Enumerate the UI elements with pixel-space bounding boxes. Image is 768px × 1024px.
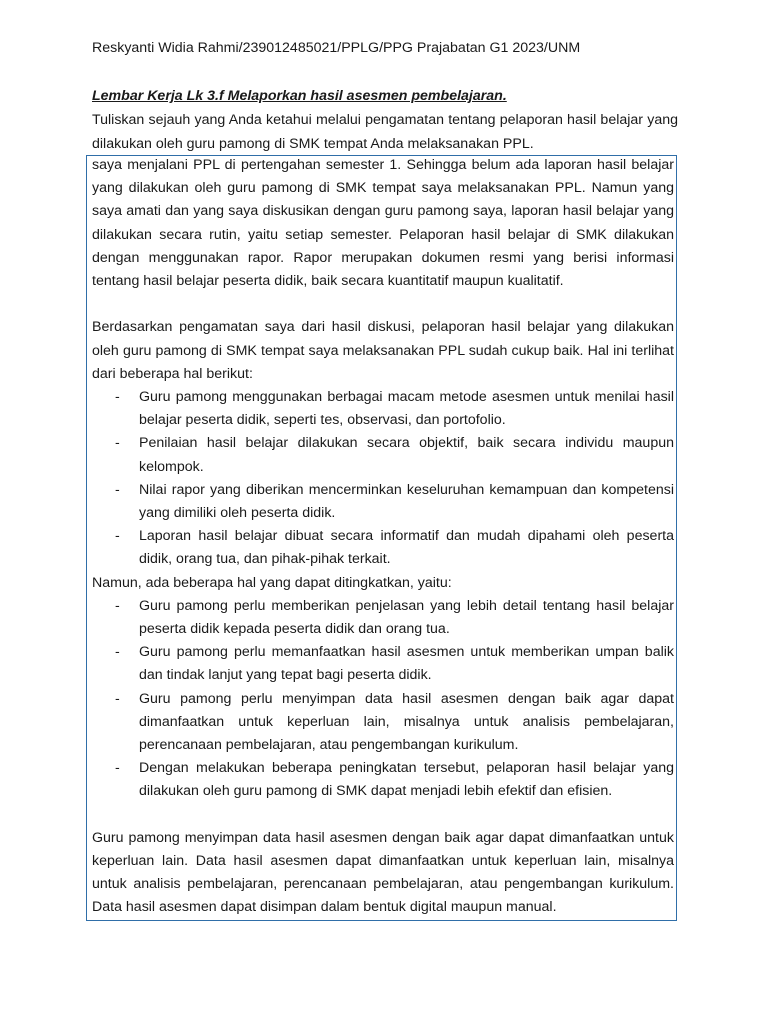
- dash-bullet: -: [115, 481, 120, 498]
- dash-bullet: -: [115, 644, 120, 661]
- list-item-text: Guru pamong perlu memberikan penjelasan yang lebih detail tentang hasil belajar peserta didik kepada peserta didik dan orang tua.: [139, 597, 674, 638]
- answer-content: [92, 154, 674, 920]
- answer-paragraph-2: Berdasarkan pengamatan saya dari hasil diskusi, pelaporan hasil belajar yang dilakukan oleh guru pamong di SMK tempat saya melaksanakan PPL sudah cukup baik. Hal ini terlihat dari beberapa hal berikut:: [92, 319, 674, 382]
- paragraph-spacer: [92, 293, 674, 316]
- dash-bullet: -: [115, 389, 120, 406]
- dash-bullet: -: [115, 760, 120, 777]
- list-item-text: Dengan melakukan beberapa peningkatan tersebut, pelaporan hasil belajar yang dilakukan oleh guru pamong di SMK dapat menjadi lebih efektif dan efisien.: [139, 760, 674, 800]
- dash-bullet: -: [115, 597, 120, 614]
- dash-bullet: -: [115, 528, 120, 545]
- list-item: [92, 525, 674, 571]
- dash-bullet: -: [115, 690, 120, 707]
- list-item: [92, 641, 674, 687]
- improvements-list: [92, 595, 674, 804]
- answer-paragraph-3: Namun, ada beberapa hal yang dapat ditingkatkan, yaitu:: [92, 574, 452, 591]
- document-header: Reskyanti Widia Rahmi/239012485021/PPLG/PPG Prajabatan G1 2023/UNM: [92, 40, 581, 56]
- strengths-list: [92, 386, 674, 572]
- paragraph-spacer: [92, 804, 674, 827]
- list-item: [92, 595, 674, 641]
- answer-paragraph-4: Guru pamong menyimpan data hasil asesmen dengan baik agar dapat dimanfaatkan untuk keperluan lain. Data hasil asesmen dapat dimanfaatkan untuk keperluan lain, misalnya untuk analisis pembelajaran, perencanaan pembelajaran, atau pengembangan kurikulum. Data hasil asesmen dapat disimpan dalam bentuk digital maupun manual.: [92, 829, 674, 916]
- answer-paragraph-1: saya menjalani PPL di pertengahan semester 1. Sehingga belum ada laporan hasil belajar yang dilakukan oleh guru pamong di SMK tempat saya melaksanakan PPL. Namun yang saya amati dan yang saya diskusikan dengan guru pamong saya, laporan hasil belajar yang dilakukan secara rutin, yaitu setiap semester. Pelaporan hasil belajar di SMK dilakukan dengan menggunakan rapor. Rapor merupakan dokumen resmi yang berisi informasi tentang hasil belajar peserta didik, baik secara kuantitatif maupun kualitatif.: [92, 157, 674, 290]
- worksheet-title: Lembar Kerja Lk 3.f Melaporkan hasil asesmen pembelajaran.: [92, 88, 507, 104]
- list-item-text: Nilai rapor yang diberikan mencerminkan keseluruhan kemampuan dan kompetensi yang dimiliki oleh peserta didik.: [139, 481, 674, 522]
- instruction-text: Tuliskan sejauh yang Anda ketahui melalui pengamatan tentang pelaporan hasil belajar yang dilakukan oleh guru pamong di SMK tempat Anda melaksanakan PPL.: [92, 112, 678, 152]
- list-item: [92, 688, 674, 758]
- list-item-text: Guru pamong menggunakan berbagai macam metode asesmen untuk menilai hasil belajar peserta didik, seperti tes, observasi, dan portofolio.: [139, 389, 674, 429]
- list-item-text: Laporan hasil belajar dibuat secara informatif dan mudah dipahami oleh peserta didik, orang tua, dan pihak-pihak terkait.: [139, 528, 674, 568]
- list-item-text: Guru pamong perlu menyimpan data hasil asesmen dengan baik agar dapat dimanfaatkan untuk keperluan lain, misalnya untuk analisis pembelajaran, perencanaan pembelajaran, atau pengembangan kurikulum.: [139, 690, 674, 754]
- dash-bullet: -: [115, 435, 120, 452]
- list-item-text: Guru pamong perlu memanfaatkan hasil asesmen untuk memberikan umpan balik dan tindak lanjut yang tepat bagi peserta didik.: [139, 644, 674, 684]
- list-item: [92, 432, 674, 478]
- list-item: [92, 479, 674, 525]
- list-item-text: Penilaian hasil belajar dilakukan secara objektif, baik secara individu maupun kelompok.: [139, 435, 674, 475]
- list-item: [92, 386, 674, 432]
- list-item: [92, 757, 674, 803]
